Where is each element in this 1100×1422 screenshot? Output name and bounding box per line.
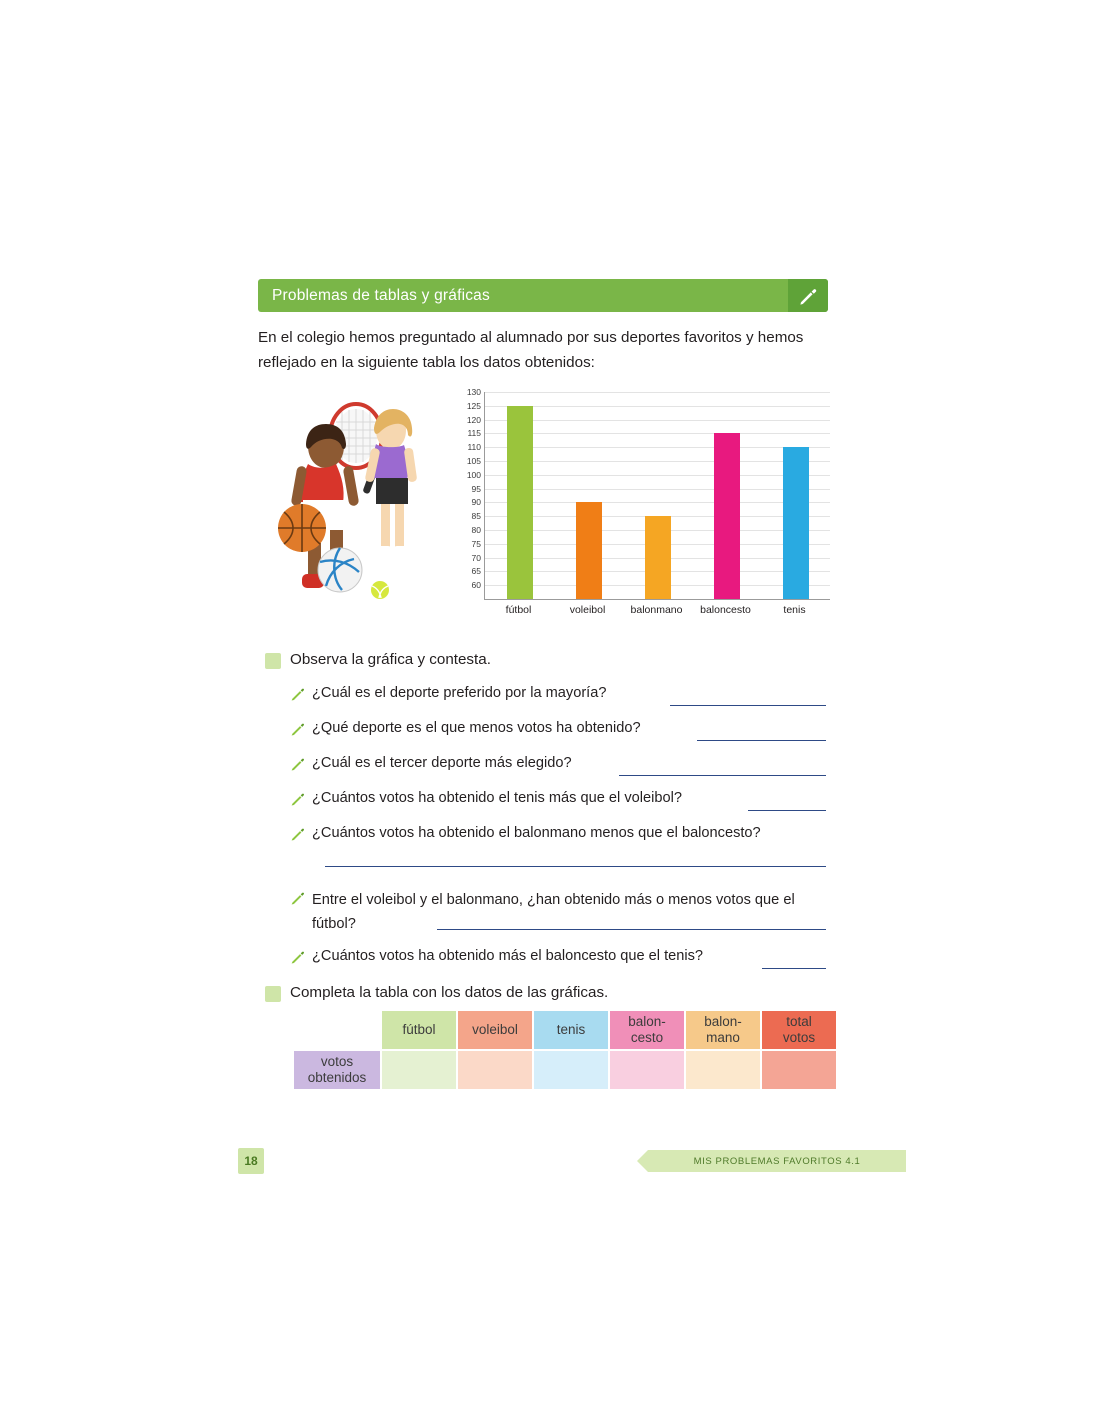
table-header-baloncesto: balon- cesto [610,1011,684,1049]
chart-x-label: tenis [783,604,806,616]
page-number: 18 [244,1154,258,1168]
activity2-lead: Completa la tabla con los datos de las gráficas. [290,984,609,1001]
chart-y-tick: 115 [467,428,481,439]
chart-y-tick: 85 [471,511,481,522]
table-cell-balonmano[interactable] [686,1051,760,1089]
table-row [294,1051,836,1089]
table-header-row [294,1011,836,1049]
table-cell-baloncesto[interactable] [610,1051,684,1089]
chart-y-tick: 60 [471,580,481,591]
answer-line-7[interactable] [762,968,826,969]
chart-x-label: baloncesto [700,604,751,616]
pencil-bullet-icon [290,890,306,906]
chart-gridline [466,414,830,425]
chart-y-tick: 105 [466,456,481,466]
table-header-voleibol: voleibol [458,1011,532,1049]
answer-line-4[interactable] [748,810,826,811]
table-header-balonmano: balon- mano [686,1011,760,1049]
chart-y-tick: 120 [466,414,481,425]
chart-bar [645,516,671,599]
table-cell-futbol[interactable] [382,1051,456,1089]
section-banner [258,279,828,312]
chart-y-tick: 90 [471,497,481,508]
chart-gridline [466,456,830,466]
pencil-bullet-icon [290,756,306,772]
activity1-bullet [265,653,281,669]
votes-table [292,1009,838,1091]
table-cell-tenis[interactable] [534,1051,608,1089]
question-2: ¿Qué deporte es el que menos votos ha obtenido? [312,720,641,736]
intro-paragraph: En el colegio hemos preguntado al alumnado por sus deportes favoritos y hemos reflejado en la siguiente tabla los datos obtenidos: [258,329,804,371]
section-title: Problemas de tablas y gráficas [272,286,490,304]
answer-line-6[interactable] [437,929,826,930]
question-1: ¿Cuál es el deporte preferido por la mayoría? [312,685,607,701]
activity1-lead: Observa la gráfica y contesta. [290,651,491,668]
chart-bar [507,406,533,599]
table-corner-cell [294,1011,380,1049]
question-3: ¿Cuál es el tercer deporte más elegido? [312,755,572,771]
chart-gridline [466,387,830,397]
chart-gridline [467,428,830,439]
question-7: ¿Cuántos votos ha obtenido más el baloncesto que el tenis? [312,948,704,964]
sports-votes-bar-chart [450,387,830,627]
answer-line-2[interactable] [697,740,826,741]
chart-gridline [467,442,830,453]
question-5: ¿Cuántos votos ha obtenido el balonmano menos que el baloncesto? [312,825,761,841]
chart-y-tick: 80 [471,525,481,535]
pencil-bullet-icon [290,826,306,842]
page-number-badge [238,1148,264,1174]
chart-plot-area [466,387,830,600]
answer-line-3[interactable] [619,775,826,776]
chart-y-tick: 75 [471,538,481,549]
activity2-bullet [265,986,281,1002]
pencil-bullet-icon [290,686,306,702]
chart-y-tick: 70 [471,552,481,563]
chart-x-label: fútbol [505,604,532,616]
pencil-bullet-icon [290,721,306,737]
footer-tag [648,1150,906,1172]
chart-gridline [466,400,830,411]
chart-bar [576,502,602,599]
answer-line-1[interactable] [670,705,826,706]
table-cell-voleibol[interactable] [458,1051,532,1089]
chart-y-tick: 65 [471,566,481,577]
table-row-label: votos obtenidos [294,1051,380,1089]
pencil-icon [788,279,828,312]
chart-y-tick: 100 [466,469,481,480]
table-header-futbol: fútbol [382,1011,456,1049]
chart-y-tick: 95 [471,483,481,494]
pencil-bullet-icon [290,791,306,807]
chart-gridline [471,483,830,494]
chart-bar [783,447,809,599]
chart-bar [714,433,740,599]
chart-x-label: voleibol [569,604,606,616]
table-header-total: total votos [762,1011,836,1049]
chart-gridline [466,469,830,480]
table-cell-total[interactable] [762,1051,836,1089]
chart-y-tick: 125 [466,400,481,411]
table-header-tenis: tenis [534,1011,608,1049]
footer-tag-label: MIS PROBLEMAS FAVORITOS 4.1 [693,1155,861,1167]
chart-x-label: balonmano [630,604,683,616]
question-6: Entre el voleibol y el balonmano, ¿han obtenido más o menos votos que el fútbol? [312,892,795,932]
pencil-bullet-icon [290,949,306,965]
answer-line-5[interactable] [325,866,826,867]
chart-gridline [471,497,830,508]
chart-y-tick: 110 [467,442,481,453]
chart-y-tick: 130 [466,387,481,397]
sports-kids-photo [272,400,448,610]
chart-x-axis-labels [484,604,830,622]
question-4: ¿Cuántos votos ha obtenido el tenis más que el voleibol? [312,790,682,806]
